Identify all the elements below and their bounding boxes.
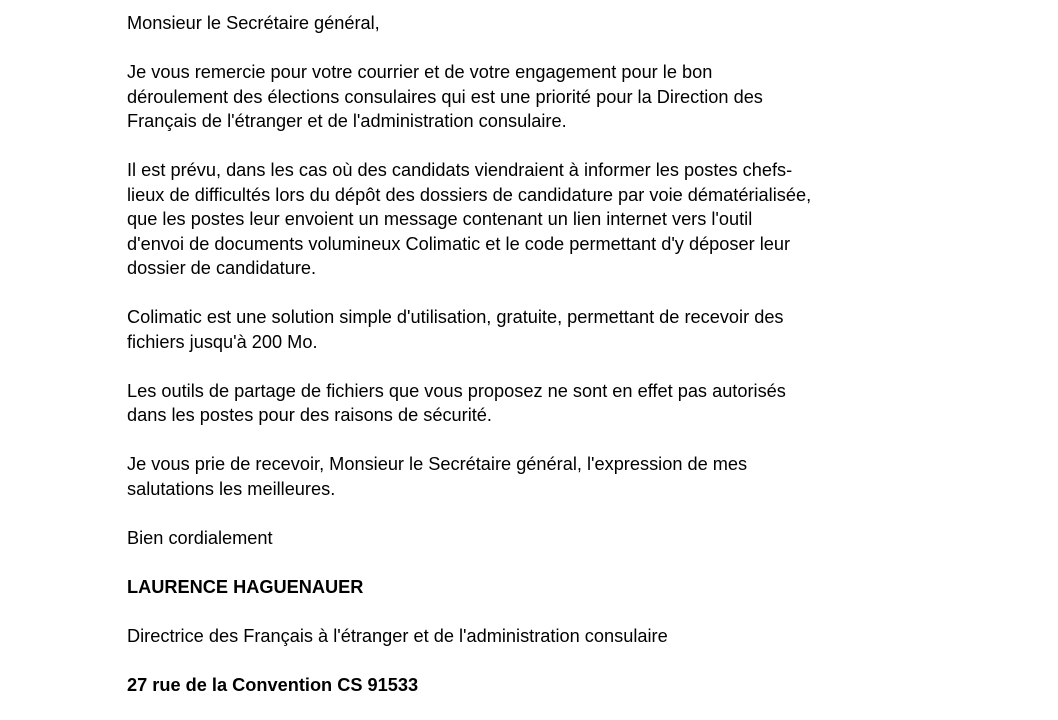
signatory-title: Directrice des Français à l'étranger et de l'administration consulaire (127, 625, 668, 646)
paragraph-line: Les outils de partage de fichiers que vous proposez ne sont en effet pas autorisés (127, 380, 786, 401)
paragraph-line: Je vous remercie pour votre courrier et de votre engagement pour le bon (127, 62, 713, 82)
paragraph-line: Colimatic est une solution simple d'utilisation, gratuite, permettant de recevoir des (127, 307, 784, 327)
paragraph-line: Je vous prie de recevoir, Monsieur le Secrétaire général, l'expression de mes (127, 454, 748, 474)
signatory-name: LAURENCE HAGUENAUER (127, 576, 364, 597)
paragraph-line: lieux de difficultés lors du dépôt des dossiers de candidature par voie dématérialisée, (127, 184, 812, 205)
paragraph-line: que les postes leur envoient un message contenant un lien internet vers l'outil (127, 209, 753, 229)
paragraph-line: Français de l'étranger et de l'administration consulaire. (127, 111, 567, 131)
paragraph-line: Il est prévu, dans les cas où des candidats viendraient à informer les postes chefs- (127, 160, 793, 180)
paragraph-regards (127, 452, 947, 501)
paragraph-line: dans les postes pour des raisons de sécurité. (127, 405, 492, 425)
paragraph-line: fichiers jusqu'à 200 Mo. (127, 331, 318, 352)
paragraph-line: dossier de candidature. (127, 258, 317, 278)
paragraph-line: déroulement des élections consulaires qui est une priorité pour la Direction des (127, 86, 763, 107)
paragraph-line: salutations les meilleures. (127, 478, 336, 499)
paragraph-line: d'envoi de documents volumineux Colimatic et le code permettant d'y déposer leur (127, 233, 791, 254)
closing: Bien cordialement (127, 527, 273, 548)
address-line: 27 rue de la Convention CS 91533 (127, 674, 419, 695)
paragraph-security (127, 379, 947, 428)
salutation: Monsieur le Secrétaire général, (127, 13, 380, 33)
paragraph-colimatic (127, 305, 947, 354)
paragraph-thanks (127, 60, 947, 134)
letter-body (127, 11, 947, 697)
paragraph-procedure (127, 158, 947, 281)
